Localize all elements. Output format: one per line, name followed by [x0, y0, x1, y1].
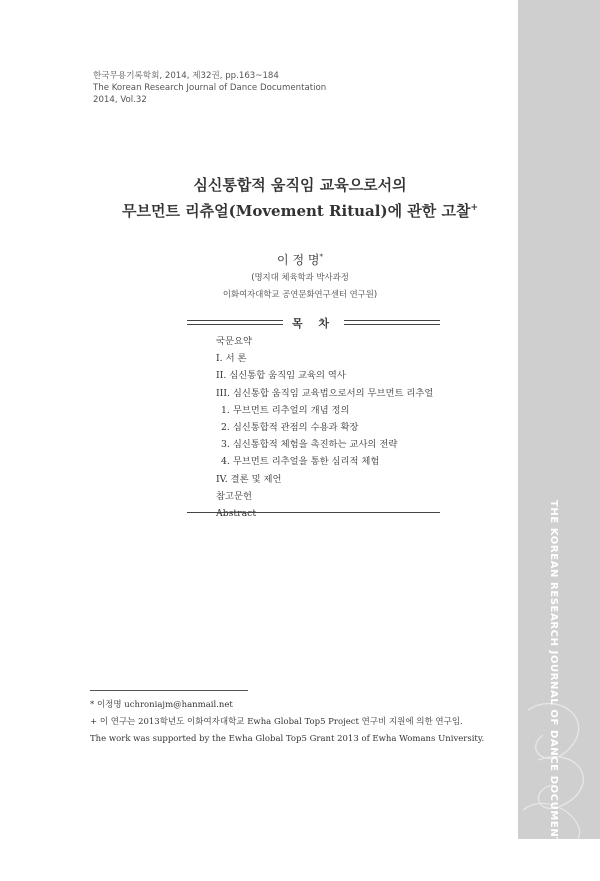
title-line-1: 심신통합적 움직임 교육으로서의 — [193, 176, 407, 194]
toc-item: II. 심신통합 움직임 교육의 역사 — [216, 370, 346, 382]
toc-item: 국문요약 — [216, 336, 252, 347]
toc-heading-label: 목 차 — [291, 317, 336, 330]
toc-subitem: 3. 심신통합적 체험을 촉진하는 교사의 전략 — [221, 439, 398, 451]
footnote-separator — [90, 690, 248, 691]
footnote-funding-english: The work was supported by the Ewha Global Top5 Grant 2013 of Ewha Womans University. — [90, 734, 485, 744]
toc-subitem: 2. 심신통합적 관점의 수용과 확장 — [221, 421, 359, 433]
title-line-2-text: 무브먼트 리츄얼(Movement Ritual)에 관한 고찰 — [121, 202, 471, 220]
author-affiliation-1: (명지대 체육학과 박사과정 — [251, 272, 349, 282]
footnote-funding: + 이 연구는 2013학년도 이화여자대학교 Ewha Global Top5 Project 연구비 지원에 의한 연구임. — [90, 717, 463, 727]
toc-item: I. 서 론 — [216, 353, 247, 365]
toc-item: IV. 결론 및 제언 — [216, 473, 282, 485]
author-name-text: 이 정 명 — [277, 253, 320, 267]
toc-subitem: 4. 무브먼트 리추얼을 통한 심리적 체험 — [221, 456, 380, 468]
toc-subitem: 1. 무브먼트 리추얼의 개념 정의 — [221, 404, 350, 416]
toc-heading — [187, 315, 440, 331]
toc-item: III. 심신통합 움직임 교육법으로서의 무브먼트 리추얼 — [216, 387, 434, 399]
toc-item: 참고문헌 — [216, 490, 252, 502]
sidebar-swirl-decoration — [518, 690, 600, 839]
author-name — [100, 251, 500, 268]
journal-name-vertical: THE KOREAN RESEARCH JOURNAL OF DANCE DOCUMENTATION — [548, 500, 559, 881]
footnote-author: * 이정명 uchroniajm@hanmail.net — [90, 700, 233, 710]
footnotes — [90, 697, 484, 748]
title-footnote-mark: + — [470, 203, 479, 213]
citation-header — [93, 70, 326, 106]
table-of-contents — [216, 333, 433, 522]
author-affiliation-2: 이화여자대학교 공연문화연구센터 연구원) — [222, 289, 378, 299]
author-footnote-mark: * — [319, 253, 323, 261]
citation-line-1: 한국무용기록학회, 2014, 제32권, pp.163~184 — [93, 71, 279, 81]
title-line-2 — [100, 200, 500, 221]
citation-line-3: 2014, Vol.32 — [93, 95, 147, 105]
toc-bottom-rule — [187, 512, 440, 513]
toc-item: Abstract — [216, 507, 257, 519]
citation-line-2: The Korean Research Journal of Dance Documentation — [93, 83, 327, 93]
toc-rule-right — [344, 320, 440, 325]
toc-rule-left — [187, 320, 283, 325]
